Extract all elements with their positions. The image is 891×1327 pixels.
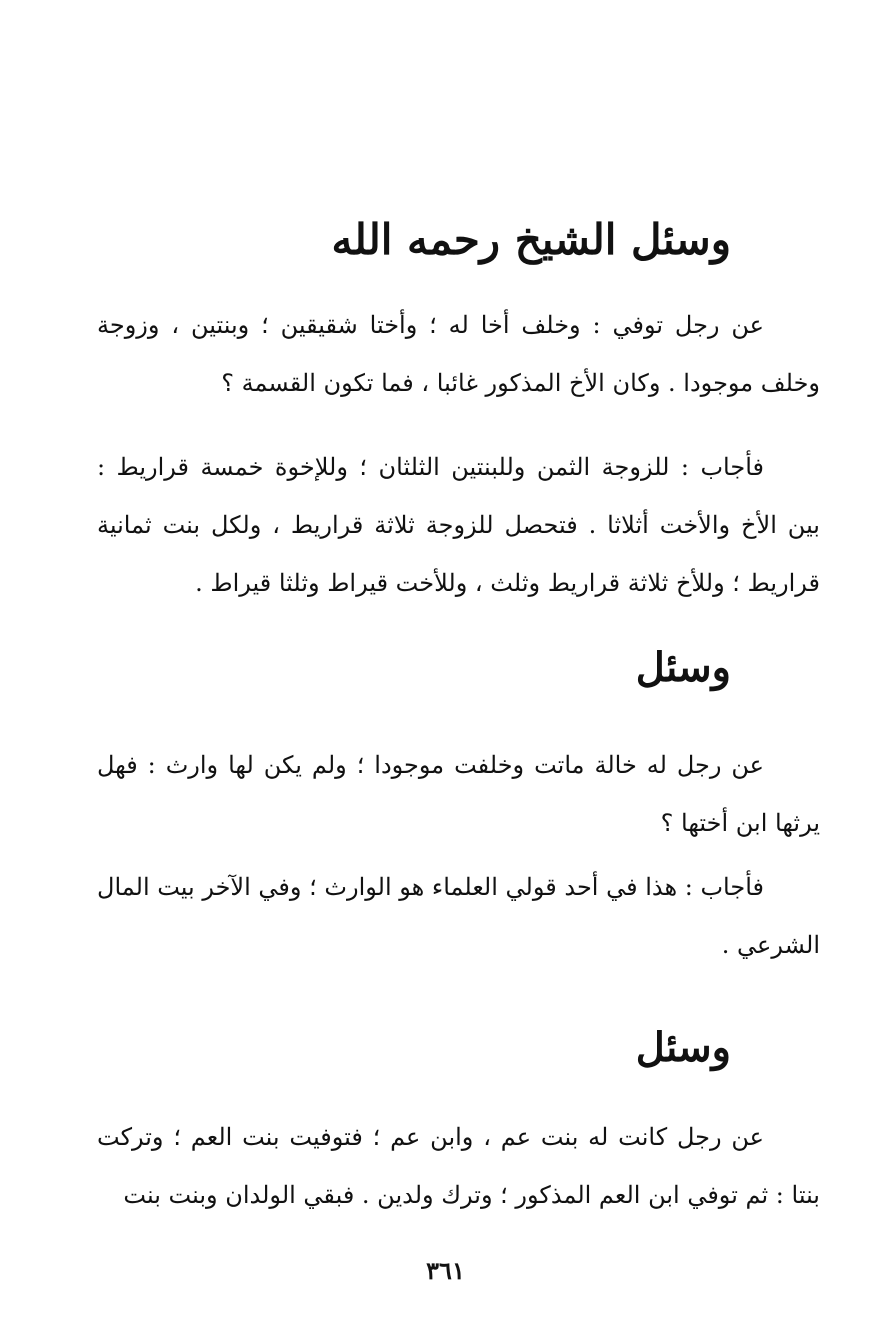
section-heading-main: وسئل الشيخ رحمه الله: [331, 215, 731, 264]
section-heading-3: وسئل: [635, 1024, 731, 1071]
page-number: ٣٦١: [426, 1256, 465, 1285]
answer-paragraph-1: فأجاب : للزوجة الثمن وللبنتين الثلثان ؛ وللإخوة خمسة قراريط : بين الأخ والأخت أثلاثا . فتحصل للزوجة ثلاثة قراريط ، ولكل بنت ثمانية قراريط ؛ وللأخ ثلاثة قراريط وثلث ، وللأخت قيراط وثلثا قيراط .: [97, 453, 820, 597]
section-heading-2: وسئل: [635, 644, 731, 691]
question-paragraph-2: عن رجل له خالة ماتت وخلفت موجودا ؛ ولم يكن لها وارث : فهل يرثها ابن أختها ؟: [97, 751, 820, 837]
answer-paragraph-2: فأجاب : هذا في أحد قولي العلماء هو الوارث ؛ وفي الآخر بيت المال الشرعي .: [97, 873, 820, 959]
question-paragraph-3: عن رجل كانت له بنت عم ، وابن عم ؛ فتوفيت بنت العم ؛ وتركت بنتا : ثم توفي ابن العم المذكور ؛ وترك ولدين . فبقي الولدان وبنت بنت: [97, 1123, 820, 1209]
question-paragraph-1: عن رجل توفي : وخلف أخا له ؛ وأختا شقيقين ؛ وبنتين ، وزوجة وخلف موجودا . وكان الأخ المذكور غائبا ، فما تكون القسمة ؟: [97, 311, 820, 397]
